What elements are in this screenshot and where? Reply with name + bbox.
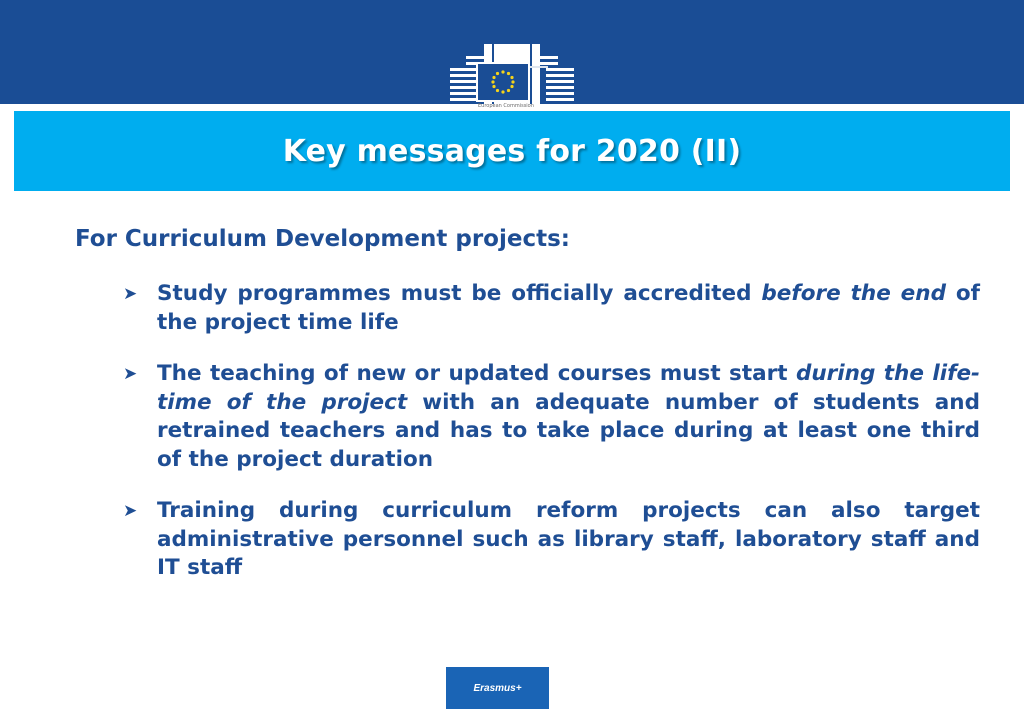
european-commission-logo xyxy=(446,38,578,110)
arrowhead-bullet-icon: ➤ xyxy=(123,364,138,384)
arrowhead-bullet-icon: ➤ xyxy=(123,501,138,521)
bullet-item xyxy=(123,360,980,474)
bullet-item xyxy=(123,280,980,337)
section-heading: For Curriculum Development projects: xyxy=(75,226,570,252)
logo-caption: European Commission xyxy=(478,103,534,109)
bullet-item xyxy=(123,497,980,583)
bullet-text: Study programmes must be officially accredited before the end of the project time life xyxy=(157,281,980,335)
arrowhead-bullet-icon: ➤ xyxy=(123,284,138,304)
bullet-list xyxy=(123,280,980,606)
bullet-text: Training during curriculum reform projects can also target administrative personnel such as library staff, laboratory staff and IT staff xyxy=(157,498,980,580)
slide-title: Key messages for 2020 (II) xyxy=(282,133,742,169)
erasmus-plus-badge xyxy=(446,667,549,709)
title-bar xyxy=(14,111,1010,191)
bullet-text: The teaching of new or updated courses must start during the life-time of the project with an adequate number of students and retrained teachers and has to take place during at least one third of the project duration xyxy=(157,361,980,472)
erasmus-plus-label: Erasmus+ xyxy=(473,682,522,694)
